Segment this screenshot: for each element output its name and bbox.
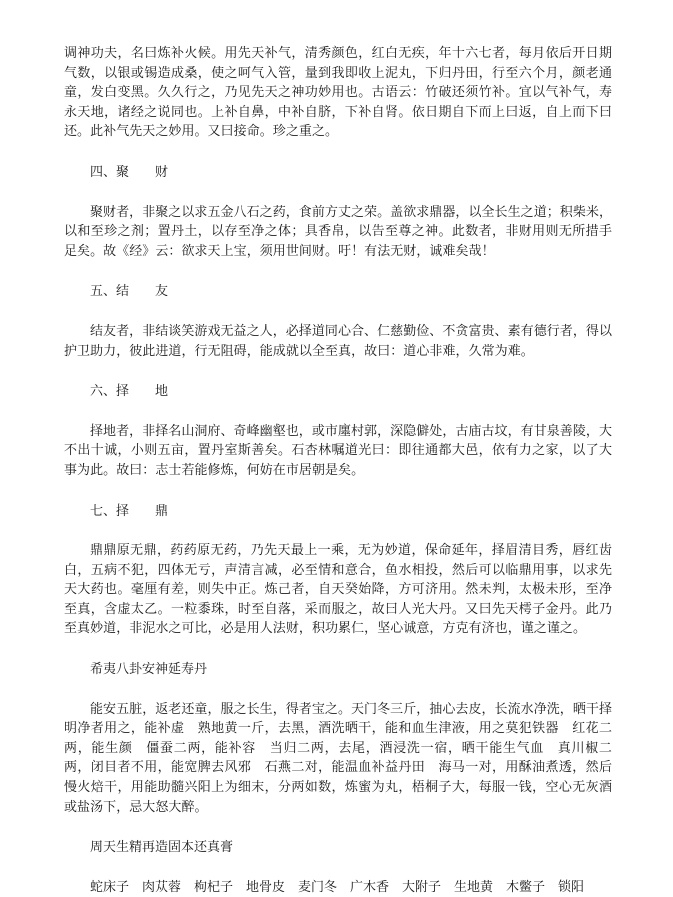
spacer — [64, 858, 612, 878]
spacer — [64, 142, 612, 163]
section-heading-jie-you: 五、结 友 — [90, 284, 169, 300]
recipe-title-zhou-tian: 周天生精再造固本还真膏 — [90, 840, 234, 856]
document-page — [64, 44, 612, 897]
spacer — [64, 261, 612, 282]
recipe-title-xi-yi: 希夷八卦安神延寿丹 — [90, 662, 208, 678]
spacer — [64, 521, 612, 541]
spacer — [64, 402, 612, 422]
spacer — [64, 817, 612, 838]
spacer — [64, 361, 612, 382]
paragraph-jie-you: 结友者，非结谈笑游戏无益之人，必择道同心合、仁慈勤俭、不贪富贵、素有德行者，得以护卫助力，彼此进道，行无阻碍，能成就以全至真，故曰：道心非难，久常为难。 — [64, 323, 613, 359]
paragraph-ze-di: 择地者，非择名山洞府、奇峰幽壑也，或市廛村郭，深隐僻处，古庙古坟，有甘泉善陵，大不出十诚，小则五亩，置丹室斯善矣。石杏林嘱道光曰：即往通都大邑，依有力之家，以了大事为此。故曰：志士若能修炼，何妨在市居朝是矣。 — [64, 423, 613, 478]
paragraph-tiao-shen: 调神功夫，名曰炼补火候。用先天补气，清秀颜色，红白无疾，年十六七者，每月依后开日期气数，以银或锡造成桑，使之呵气入管，量到我即收上泥丸，下归丹田，行至六个月，颜老通童，发白变黑。久久行之，乃见先天之神功妙用也。古语云：竹破还须竹补。宜以气补气，寿永天地，诸经之说同也。上补自鼻，中补自脐，下补自肾。依日期自下而上曰返，自上而下曰还。此补气先天之妙用。又曰接命。珍之重之。 — [64, 46, 612, 140]
spacer — [64, 680, 612, 700]
paragraph-ju-cai: 聚财者，非聚之以求五金八石之药，食前方丈之荣。盖欲求鼎器，以全长生之道；积柴米，以和至珍之剂；置丹土，以存至净之体；具香帛，以告至尊之神。此数者，非财用则无所措手足矣。故《经》云：欲求天上宝，须用世间财。吁！有法无财，诚难矣哉！ — [64, 204, 613, 259]
section-heading-ze-ding: 七、择 鼎 — [90, 503, 169, 519]
herb-list: 蛇床子 肉苁蓉 枸杞子 地骨皮 麦门冬 广木香 大附子 生地黄 木鳖子 锁阳 — [90, 879, 585, 895]
paragraph-ze-ding: 鼎鼎原无鼎，药药原无药，乃先天最上一乘，无为妙道，保命延年，择眉清目秀，唇红齿白，五病不犯，四体无亏，声清言减，必至情和意合，鱼水相投，然后可以临鼎用事，以求先天大药也。毫厘有差，则失中正。炼己者，自天癸始降，方可济用。然未判，太极未形，至净至真，含虚太乙。一粒黍珠，时至自落，采而服之，故曰人光大丹。又曰先天樗子金丹。此乃至真妙道，非泥水之可比，必是用人法财，积功累仁，坚心诚意，方克有济也，谨之谨之。 — [64, 543, 612, 637]
spacer — [64, 481, 612, 502]
spacer — [64, 183, 612, 203]
section-heading-ze-di: 六、择 地 — [90, 384, 169, 400]
paragraph-xi-yi-recipe: 能安五脏，返老还童，服之长生，得者宝之。天门冬三斤，抽心去皮，长流水净洗，晒干择明净者用之，能补虚 熟地黄一斤，去黑，酒洗晒干，能和血生津液，用之莫犯铁器 红花二两，能生颜 僵蚕二两，能补容 当归二两，去尾，酒浸洗一宿，晒干能生气血 真川椒二两，闭目者不用，能宽脾去风邪 石燕二对，能温血补益丹田 海马一对，用酥油煮透，然后慢火焙干，用能助髓兴阳上为细末，分两如数，炼蜜为丸，梧桐子大，每服一钱，空心无灰酒或盐汤下，忌大怒大醉。 — [64, 701, 613, 815]
spacer — [64, 639, 612, 660]
section-heading-ju-cai: 四、聚 财 — [90, 164, 169, 180]
spacer — [64, 302, 612, 322]
